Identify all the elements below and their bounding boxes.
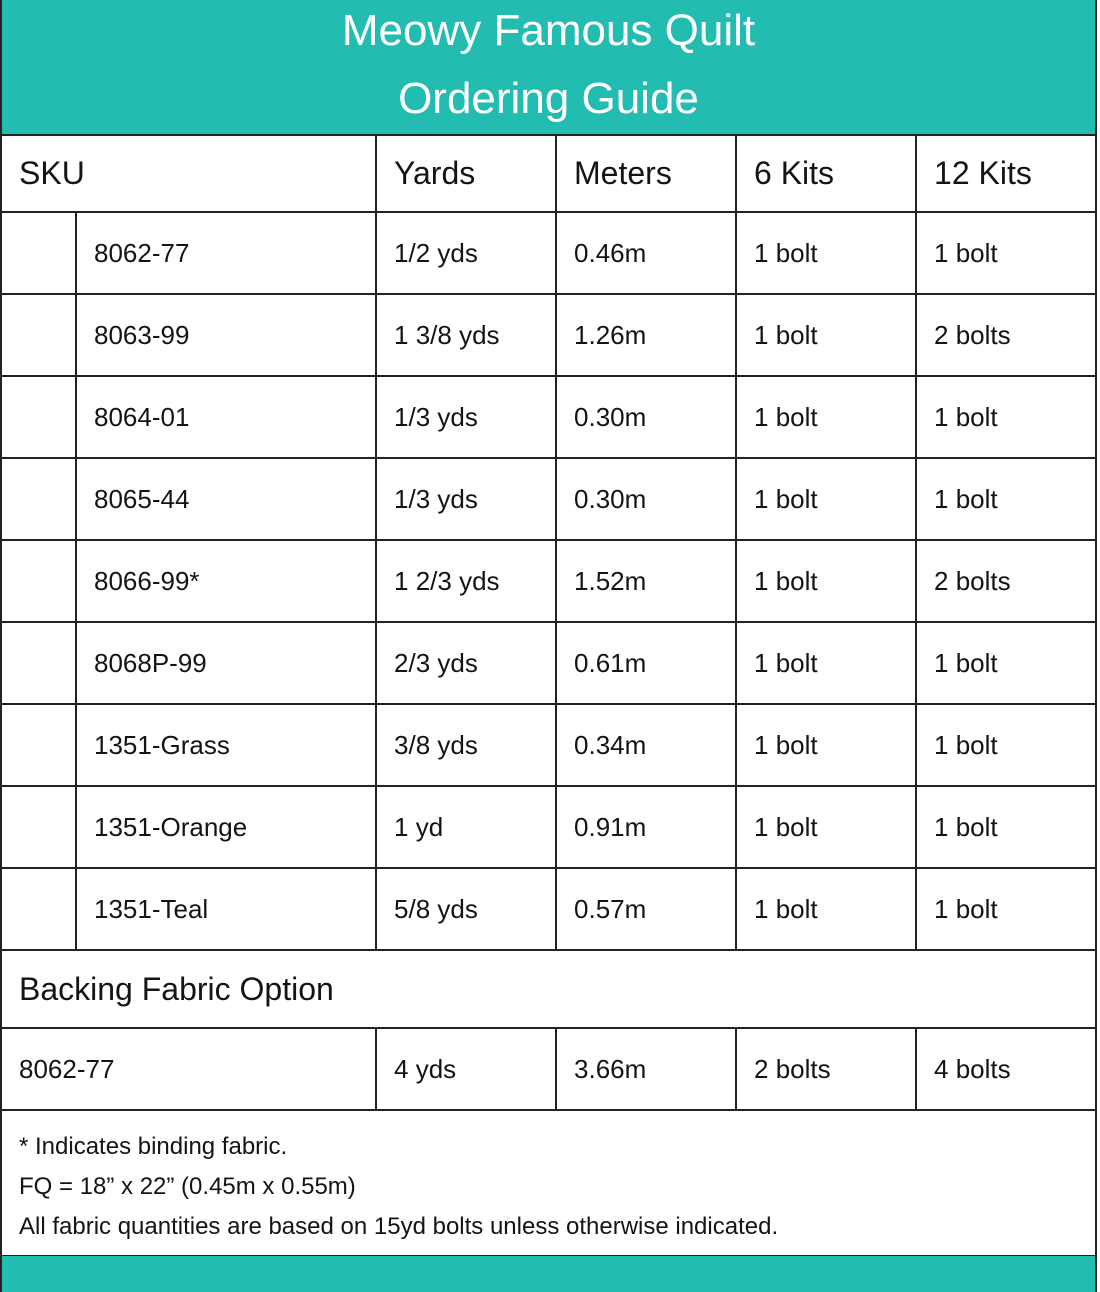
kits12-cell: 2 bolts — [916, 294, 1095, 376]
swatch-cell — [2, 786, 76, 868]
kits6-cell: 1 bolt — [736, 540, 916, 622]
table-row — [2, 376, 1095, 458]
sku-cell: 1351-Orange — [76, 786, 376, 868]
yards-cell: 3/8 yds — [376, 704, 556, 786]
table-row — [2, 294, 1095, 376]
swatch-cell — [2, 458, 76, 540]
sku-cell: 8062-77 — [76, 212, 376, 294]
yards-cell: 1 2/3 yds — [376, 540, 556, 622]
yards-cell: 1 3/8 yds — [376, 294, 556, 376]
swatch-cell — [2, 868, 76, 950]
title-line-2: Ordering Guide — [398, 74, 699, 123]
sku-cell: 8065-44 — [76, 458, 376, 540]
meters-cell: 1.52m — [556, 540, 736, 622]
table-row — [2, 212, 1095, 294]
backing-meters-cell: 3.66m — [556, 1028, 736, 1110]
kits6-cell: 1 bolt — [736, 294, 916, 376]
swatch-cell — [2, 376, 76, 458]
meters-cell: 0.91m — [556, 786, 736, 868]
backing-section-row — [2, 950, 1095, 1028]
table-row — [2, 458, 1095, 540]
swatch-cell — [2, 294, 76, 376]
col-header-12-kits: 12 Kits — [916, 136, 1095, 212]
meters-cell: 1.26m — [556, 294, 736, 376]
kits6-cell: 1 bolt — [736, 786, 916, 868]
note-binding: * Indicates binding fabric. — [19, 1133, 288, 1160]
sku-cell: 8063-99 — [76, 294, 376, 376]
table-row — [2, 786, 1095, 868]
kits6-cell: 1 bolt — [736, 376, 916, 458]
meters-cell: 0.30m — [556, 376, 736, 458]
table-row — [2, 704, 1095, 786]
footer-bar — [2, 1256, 1095, 1292]
meters-cell: 0.30m — [556, 458, 736, 540]
backing-row — [2, 1028, 1095, 1110]
kits12-cell: 1 bolt — [916, 458, 1095, 540]
title-banner — [2, 0, 1095, 136]
kits6-cell: 1 bolt — [736, 622, 916, 704]
kits12-cell: 1 bolt — [916, 212, 1095, 294]
swatch-cell — [2, 704, 76, 786]
col-header-yards: Yards — [376, 136, 556, 212]
swatch-cell — [2, 622, 76, 704]
backing-yards-cell: 4 yds — [376, 1028, 556, 1110]
kits12-cell: 1 bolt — [916, 704, 1095, 786]
kits6-cell: 1 bolt — [736, 212, 916, 294]
yards-cell: 1/2 yds — [376, 212, 556, 294]
note-fat-quarter: FQ = 18” x 22” (0.45m x 0.55m) — [19, 1173, 356, 1200]
backing-section-title: Backing Fabric Option — [2, 950, 1095, 1028]
meters-cell: 0.46m — [556, 212, 736, 294]
swatch-cell — [2, 212, 76, 294]
kits6-cell: 1 bolt — [736, 458, 916, 540]
swatch-cell — [2, 540, 76, 622]
kits12-cell: 1 bolt — [916, 376, 1095, 458]
note-bolt-size: All fabric quantities are based on 15yd bolts unless otherwise indicated. — [19, 1213, 779, 1240]
kits12-cell: 1 bolt — [916, 786, 1095, 868]
kits12-cell: 2 bolts — [916, 540, 1095, 622]
notes-section — [2, 1111, 1095, 1257]
backing-kits12-cell: 4 bolts — [916, 1028, 1095, 1110]
table-row — [2, 868, 1095, 950]
meters-cell: 0.34m — [556, 704, 736, 786]
col-header-meters: Meters — [556, 136, 736, 212]
sku-cell: 8068P-99 — [76, 622, 376, 704]
table-row — [2, 622, 1095, 704]
col-header-sku: SKU — [2, 136, 376, 212]
ordering-table — [2, 136, 1095, 1111]
header-row — [2, 136, 1095, 212]
yards-cell: 5/8 yds — [376, 868, 556, 950]
sku-cell: 8064-01 — [76, 376, 376, 458]
yards-cell: 1/3 yds — [376, 458, 556, 540]
sku-cell: 1351-Grass — [76, 704, 376, 786]
sku-cell: 1351-Teal — [76, 868, 376, 950]
yards-cell: 2/3 yds — [376, 622, 556, 704]
kits12-cell: 1 bolt — [916, 868, 1095, 950]
col-header-6-kits: 6 Kits — [736, 136, 916, 212]
backing-sku-cell: 8062-77 — [2, 1028, 376, 1110]
title-line-1: Meowy Famous Quilt — [341, 6, 756, 55]
kits6-cell: 1 bolt — [736, 704, 916, 786]
kits12-cell: 1 bolt — [916, 622, 1095, 704]
yards-cell: 1 yd — [376, 786, 556, 868]
table-row — [2, 540, 1095, 622]
meters-cell: 0.57m — [556, 868, 736, 950]
yards-cell: 1/3 yds — [376, 376, 556, 458]
meters-cell: 0.61m — [556, 622, 736, 704]
kits6-cell: 1 bolt — [736, 868, 916, 950]
sku-cell: 8066-99* — [76, 540, 376, 622]
backing-kits6-cell: 2 bolts — [736, 1028, 916, 1110]
